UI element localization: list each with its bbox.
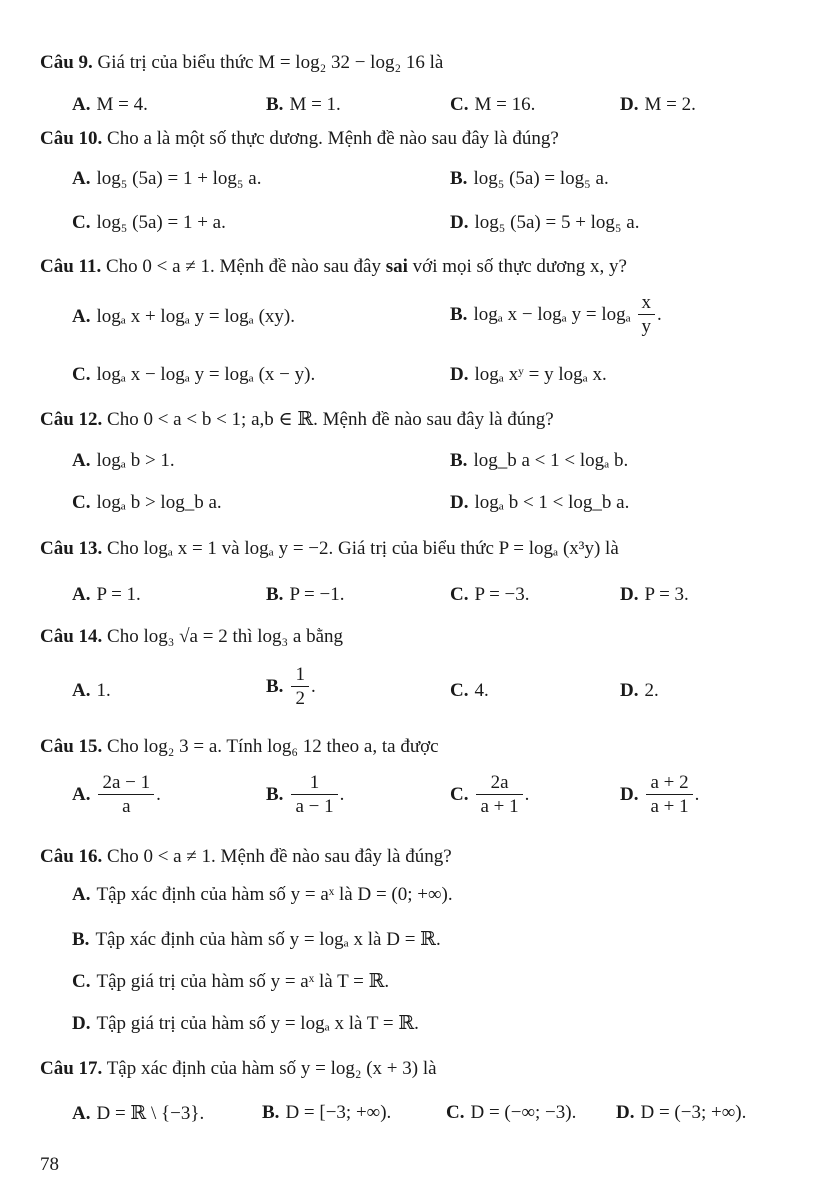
option-a: A. M = 4. — [72, 94, 148, 115]
question-text-tail: với mọi số thực dương x, y? — [407, 256, 627, 277]
option-c: C. $\frac{2a}{a + 1}$ . — [450, 772, 530, 817]
option-a: A. P = 1. — [72, 584, 141, 605]
fraction: $\frac{a + 2}{a + 1}$ — [646, 772, 692, 819]
question-label: Câu 10. — [40, 128, 103, 149]
question-13 — [40, 538, 619, 560]
question-text: Cho 0 < a ≠ 1. Mệnh đề nào sau đây là đúng? — [102, 846, 452, 867]
fraction: $\frac{1}{2}$ — [291, 664, 309, 711]
question-12 — [40, 408, 554, 431]
question-text: Tập xác định của hàm số y = log₂ (x + 3) là — [102, 1058, 437, 1079]
question-text: Cho 0 < a < b < 1; a,b ∈ ℝ. Mệnh đề nào sau đây là đúng? — [102, 409, 554, 430]
question-14 — [40, 626, 343, 648]
option-c: C. P = −3. — [450, 584, 530, 605]
option-a: A. logₐ x + logₐ y = logₐ (xy). — [72, 306, 295, 327]
option-c: C. log₅ (5a) = 1 + a. — [72, 212, 226, 233]
question-text: Cho log₃ √a = 2 thì log₃ a bằng — [102, 626, 344, 647]
option-d: D. logₐ b < 1 < log_b a. — [450, 492, 630, 513]
option-d: D. 2. — [620, 680, 659, 701]
option-b: B. D = [−3; +∞). — [262, 1102, 392, 1123]
option-b: B. $\frac{1}{a - 1}$ . — [266, 772, 345, 817]
question-10 — [40, 128, 559, 150]
question-emphasis: sai — [385, 256, 408, 277]
option-b: B. log₅ (5a) = log₅ a. — [450, 168, 609, 189]
option-d: D. $\frac{a + 2}{a + 1}$ . — [620, 772, 700, 817]
option-a: A. log₅ (5a) = 1 + log₅ a. — [72, 168, 262, 189]
option-b: B. P = −1. — [266, 584, 345, 605]
option-b: B. $\frac{1}{2}$ . — [266, 664, 316, 709]
option-a: A. D = ℝ \ {−3}. — [72, 1103, 205, 1124]
question-label: Câu 9. — [40, 52, 93, 73]
option-c: C. Tập giá trị của hàm số y = aˣ là T = ℝ. — [72, 971, 390, 992]
page-number: 78 — [40, 1154, 59, 1175]
option-a: A. Tập xác định của hàm số y = aˣ là D = (0; +∞). — [72, 884, 453, 905]
question-text: Cho logₐ x = 1 và logₐ y = −2. Giá trị của biểu thức P = logₐ (x³y) là — [102, 538, 619, 559]
option-c: C. 4. — [450, 680, 489, 701]
option-a: A. 1. — [72, 680, 111, 701]
option-a: A. $\frac{2a - 1}{a}$ . — [72, 772, 161, 817]
question-11 — [40, 256, 627, 278]
option-c: C. logₐ b > log_b a. — [72, 492, 222, 513]
question-text: Cho a là một số thực dương. Mệnh đề nào sau đây là đúng? — [102, 128, 559, 149]
question-17 — [40, 1058, 437, 1080]
option-d: D. D = (−3; +∞). — [616, 1102, 747, 1123]
option-d: D. M = 2. — [620, 94, 696, 115]
fraction: $\frac{1}{a - 1}$ — [291, 772, 337, 819]
question-label: Câu 16. — [40, 846, 103, 867]
option-c: C. logₐ x − logₐ y = logₐ (x − y). — [72, 364, 316, 385]
option-d: D. logₐ xʸ = y logₐ x. — [450, 364, 607, 385]
option-b: B. log_b a < 1 < logₐ b. — [450, 450, 629, 471]
fraction: $\frac{x}{y}$ — [638, 292, 656, 339]
option-d: D. Tập giá trị của hàm số y = logₐ x là T = ℝ. — [72, 1013, 419, 1034]
option-a: A. logₐ b > 1. — [72, 450, 175, 471]
option-b: B. logₐ x − logₐ y = logₐ $\frac{x}{y}$ . — [450, 292, 662, 337]
question-text: Cho log₂ 3 = a. Tính log₆ 12 theo a, ta được — [102, 736, 439, 757]
question-label: Câu 17. — [40, 1058, 103, 1079]
question-text: Cho 0 < a ≠ 1. Mệnh đề nào sau đây — [101, 256, 386, 277]
question-15 — [40, 736, 439, 758]
option-d: D. log₅ (5a) = 5 + log₅ a. — [450, 212, 640, 233]
question-label: Câu 13. — [40, 538, 103, 559]
question-16 — [40, 846, 452, 868]
question-label: Câu 15. — [40, 736, 103, 757]
fraction: $\frac{2a}{a + 1}$ — [476, 772, 522, 819]
option-c: C. M = 16. — [450, 94, 536, 115]
option-d: D. P = 3. — [620, 584, 689, 605]
question-9 — [40, 52, 443, 74]
question-label: Câu 14. — [40, 626, 103, 647]
option-b: B. Tập xác định của hàm số y = logₐ x là D = ℝ. — [72, 929, 441, 950]
option-b: B. M = 1. — [266, 94, 341, 115]
fraction: $\frac{2a - 1}{a}$ — [98, 772, 154, 819]
question-text: Giá trị của biểu thức M = log₂ 32 − log₂ 16 là — [92, 52, 444, 73]
option-c: C. D = (−∞; −3). — [446, 1102, 577, 1123]
question-label: Câu 11. — [40, 256, 102, 277]
question-label: Câu 12. — [40, 409, 103, 430]
